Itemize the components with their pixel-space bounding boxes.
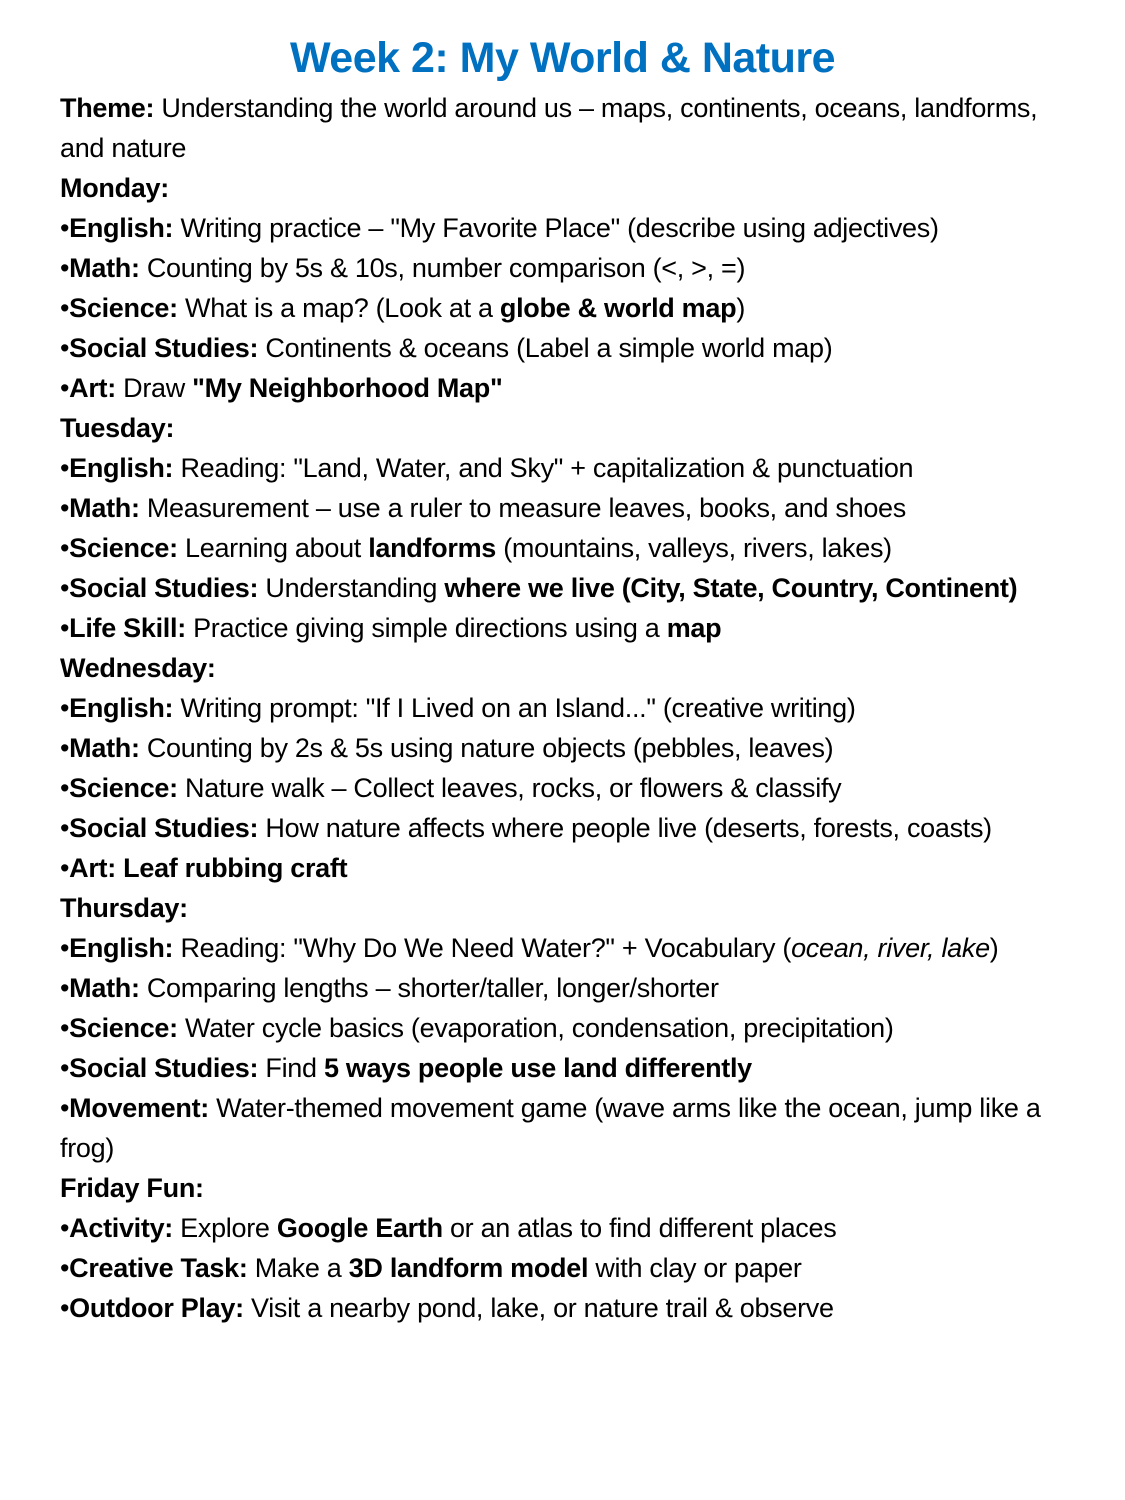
subject-text: Writing prompt: "If I Lived on an Island..." (creative writing)	[173, 693, 856, 723]
list-item	[60, 288, 1070, 328]
emphasis-text: "My Neighborhood Map"	[192, 373, 503, 403]
list-item	[60, 968, 1070, 1008]
list-item	[60, 448, 1070, 488]
list-item	[60, 848, 1070, 888]
list-item	[60, 1288, 1070, 1328]
bullet: •	[60, 533, 70, 563]
bullet: •	[60, 1013, 70, 1043]
subject-label: Math:	[69, 973, 140, 1003]
list-item	[60, 368, 1070, 408]
list-item	[60, 1008, 1070, 1048]
bullet: •	[60, 853, 70, 883]
day-heading-thursday	[60, 888, 1070, 928]
subject-label: Math:	[69, 493, 140, 523]
vocabulary-words: ocean, river, lake	[791, 933, 990, 963]
list-item	[60, 1088, 1070, 1168]
subject-text: Measurement – use a ruler to measure leaves, books, and shoes	[139, 493, 906, 523]
list-item	[60, 528, 1070, 568]
subject-label: English:	[69, 933, 174, 963]
day-heading-friday	[60, 1168, 1070, 1208]
list-item	[60, 488, 1070, 528]
bullet: •	[60, 293, 70, 323]
emphasis-text: Leaf rubbing craft	[115, 853, 348, 883]
subject-text: Counting by 5s & 10s, number comparison (<, >, =)	[139, 253, 746, 283]
subject-label: English:	[69, 213, 174, 243]
list-item	[60, 208, 1070, 248]
subject-text: How nature affects where people live (deserts, forests, coasts)	[258, 813, 992, 843]
subject-label: Science:	[69, 533, 178, 563]
day-heading-label: Wednesday:	[60, 653, 216, 683]
bullet: •	[60, 933, 70, 963]
list-item	[60, 768, 1070, 808]
emphasis-text: globe & world map	[499, 293, 737, 323]
subject-text: )	[989, 933, 999, 963]
bullet: •	[60, 333, 70, 363]
bullet: •	[60, 453, 70, 483]
schedule-content	[60, 88, 1070, 1328]
emphasis-text: landforms	[368, 533, 497, 563]
subject-text: or an atlas to find different places	[442, 1213, 837, 1243]
theme-label: Theme:	[60, 93, 155, 123]
emphasis-text: Google Earth	[276, 1213, 443, 1243]
subject-text: Counting by 2s & 5s using nature objects (pebbles, leaves)	[139, 733, 834, 763]
subject-text: (mountains, valleys, rivers, lakes)	[496, 533, 892, 563]
subject-label: Science:	[69, 773, 178, 803]
bullet: •	[60, 253, 70, 283]
emphasis-text: where we live (City, State, Country, Continent)	[444, 573, 1018, 603]
bullet: •	[60, 573, 70, 603]
subject-text: What is a map? (Look at a	[177, 293, 500, 323]
day-heading-label: Friday Fun:	[60, 1173, 204, 1203]
subject-text: Visit a nearby pond, lake, or nature trail & observe	[243, 1293, 834, 1323]
subject-label: English:	[69, 693, 174, 723]
day-heading-label: Thursday:	[60, 893, 188, 923]
subject-text: Nature walk – Collect leaves, rocks, or flowers & classify	[177, 773, 842, 803]
subject-text: with clay or paper	[588, 1253, 802, 1283]
bullet: •	[60, 733, 70, 763]
subject-label: Art:	[69, 373, 116, 403]
subject-text: Draw	[115, 373, 193, 403]
bullet: •	[60, 813, 70, 843]
subject-text: Water cycle basics (evaporation, condensation, precipitation)	[177, 1013, 894, 1043]
day-heading-monday	[60, 168, 1070, 208]
list-item	[60, 248, 1070, 288]
bullet: •	[60, 1053, 70, 1083]
bullet: •	[60, 613, 70, 643]
list-item	[60, 1208, 1070, 1248]
bullet: •	[60, 693, 70, 723]
list-item	[60, 608, 1070, 648]
theme-line	[60, 88, 1070, 168]
subject-label: Math:	[69, 253, 140, 283]
subject-text: )	[736, 293, 746, 323]
subject-label: Science:	[69, 1013, 178, 1043]
page-title: Week 2: My World & Nature	[289, 34, 836, 82]
bullet: •	[60, 1293, 70, 1323]
subject-text: Understanding	[258, 573, 445, 603]
subject-label: Activity:	[69, 1213, 173, 1243]
bullet: •	[60, 1093, 70, 1123]
day-heading-label: Monday:	[60, 173, 169, 203]
emphasis-text: map	[666, 613, 722, 643]
subject-text: Explore	[172, 1213, 277, 1243]
list-item	[60, 1048, 1070, 1088]
day-heading-wednesday	[60, 648, 1070, 688]
subject-label: Movement:	[69, 1093, 209, 1123]
theme-text: Understanding the world around us – maps, continents, oceans, landforms, and nature	[60, 93, 1038, 163]
bullet: •	[60, 773, 70, 803]
day-heading-label: Tuesday:	[60, 413, 175, 443]
bullet: •	[60, 373, 70, 403]
emphasis-text: 5 ways people use land differently	[323, 1053, 752, 1083]
list-item	[60, 808, 1070, 848]
subject-text: Writing practice – "My Favorite Place" (describe using adjectives)	[173, 213, 939, 243]
bullet: •	[60, 1213, 70, 1243]
subject-label: Science:	[69, 293, 178, 323]
list-item	[60, 688, 1070, 728]
subject-label: English:	[69, 453, 174, 483]
subject-text: Learning about	[177, 533, 369, 563]
subject-label: Social Studies:	[69, 1053, 259, 1083]
subject-label: Social Studies:	[69, 573, 259, 603]
subject-label: Math:	[69, 733, 140, 763]
subject-text: Practice giving simple directions using a	[185, 613, 667, 643]
subject-text: Reading: "Land, Water, and Sky" + capitalization & punctuation	[173, 453, 914, 483]
emphasis-text: 3D landform model	[348, 1253, 589, 1283]
subject-text: Continents & oceans (Label a simple world map)	[258, 333, 833, 363]
subject-label: Social Studies:	[69, 333, 259, 363]
list-item	[60, 568, 1070, 608]
subject-text: Find	[258, 1053, 324, 1083]
bullet: •	[60, 213, 70, 243]
list-item	[60, 328, 1070, 368]
subject-label: Creative Task:	[69, 1253, 248, 1283]
subject-label: Social Studies:	[69, 813, 259, 843]
list-item	[60, 728, 1070, 768]
list-item	[60, 928, 1070, 968]
bullet: •	[60, 493, 70, 523]
bullet: •	[60, 1253, 70, 1283]
list-item	[60, 1248, 1070, 1288]
subject-text: Make a	[247, 1253, 349, 1283]
subject-label: Outdoor Play:	[69, 1293, 244, 1323]
bullet: •	[60, 973, 70, 1003]
subject-text: Water-themed movement game (wave arms like the ocean, jump like a frog)	[60, 1093, 1041, 1163]
day-heading-tuesday	[60, 408, 1070, 448]
subject-label: Life Skill:	[69, 613, 186, 643]
subject-text: Reading: "Why Do We Need Water?" + Vocabulary (	[173, 933, 792, 963]
subject-text: Comparing lengths – shorter/taller, longer/shorter	[139, 973, 719, 1003]
subject-label: Art:	[69, 853, 116, 883]
